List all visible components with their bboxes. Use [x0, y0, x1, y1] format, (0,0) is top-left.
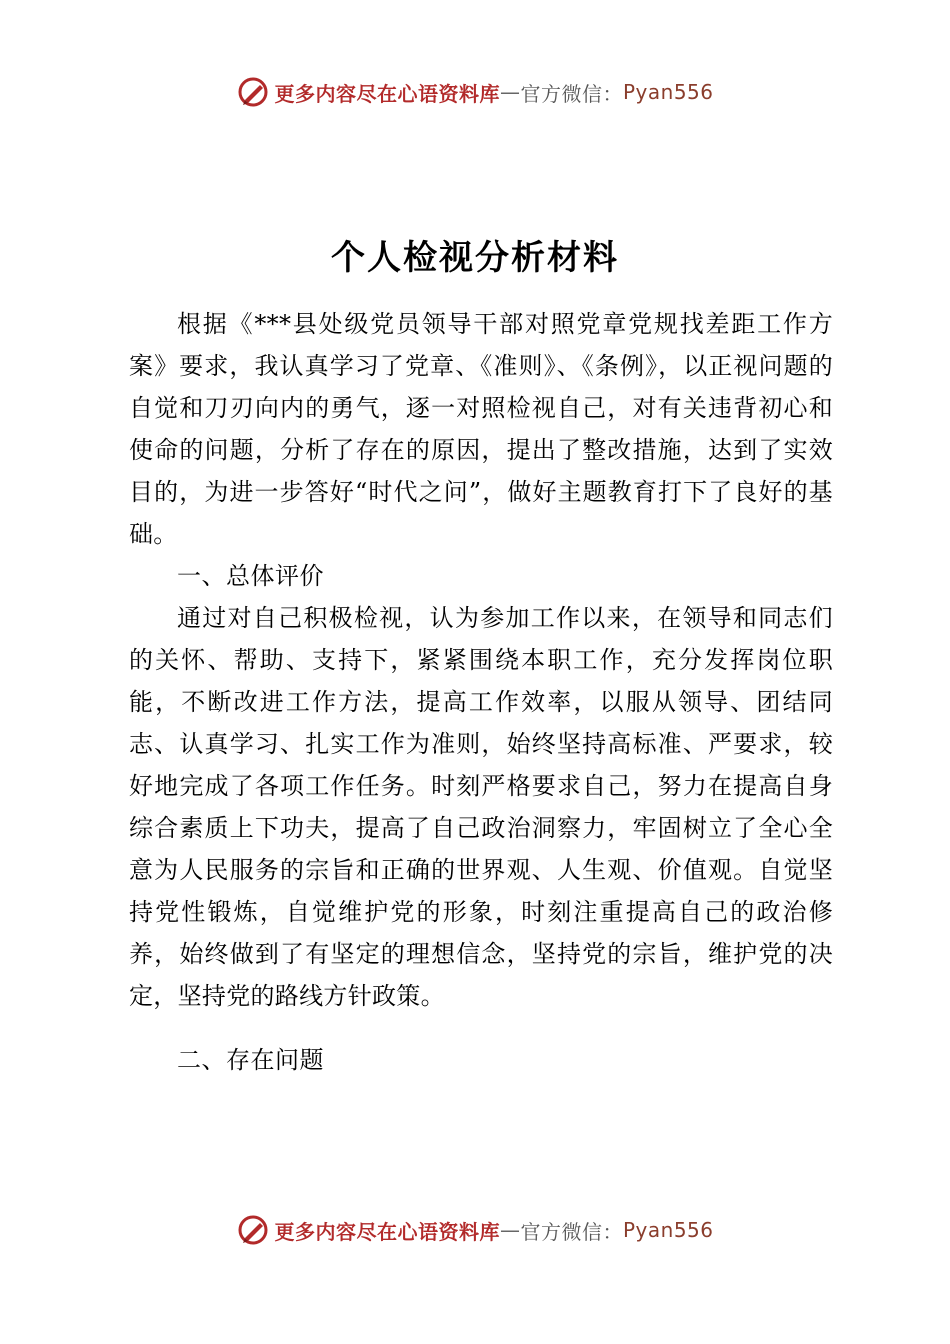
footer-watermark: [0, 1208, 950, 1252]
section-heading-overall: 一、总体评价: [177, 562, 324, 590]
pen-logo-icon: [236, 75, 270, 109]
document-title: 个人检视分析材料: [331, 238, 619, 278]
intro-paragraph: 根据《***县处级党员领导干部对照党章党规找差距工作方案》要求，我认真学习了党章、《准则》、《条例》，以正视问题的自觉和刀刃向内的勇气，逐一对照检视自己，对有关违背初心和使命的问题，分析了存在的原因，提出了整改措施，达到了实效目的，为进一步答好“时代之问”，做好主题教育打下了良好的基础。: [129, 310, 833, 548]
section-heading-problems: 二、存在问题: [177, 1046, 324, 1074]
watermark-official: 官方微信：: [520, 1219, 623, 1244]
document-body: [129, 303, 833, 1081]
watermark-dash: —: [499, 1218, 521, 1242]
header-watermark: [0, 70, 950, 114]
watermark-official: 官方微信：: [520, 81, 623, 106]
watermark-highlight: 更多内容尽在心语资料库: [274, 81, 500, 106]
watermark-highlight: 更多内容尽在心语资料库: [274, 1219, 500, 1244]
section-paragraph-overall: 通过对自己积极检视，认为参加工作以来，在领导和同志们的关怀、帮助、支持下，紧紧围绕本职工作，充分发挥岗位职能，不断改进工作方法，提高工作效率，以服从领导、团结同志、认真学习、扎实工作为准则，始终坚持高标准、严要求，较好地完成了各项工作任务。时刻严格要求自己，努力在提高自身综合素质上下功夫，提高了自己政治洞察力，牢固树立了全心全意为人民服务的宗旨和正确的世界观、人生观、价值观。自觉坚持党性锻炼，自觉维护党的形象，时刻注重提高自己的政治修养，始终做到了有坚定的理想信念，坚持党的宗旨，维护党的决定，坚持党的路线方针政策。: [129, 604, 833, 1010]
watermark-dash: —: [499, 80, 521, 104]
watermark-id: Pyan556: [622, 80, 714, 104]
watermark-id: Pyan556: [622, 1218, 714, 1242]
pen-logo-icon: [236, 1213, 270, 1247]
